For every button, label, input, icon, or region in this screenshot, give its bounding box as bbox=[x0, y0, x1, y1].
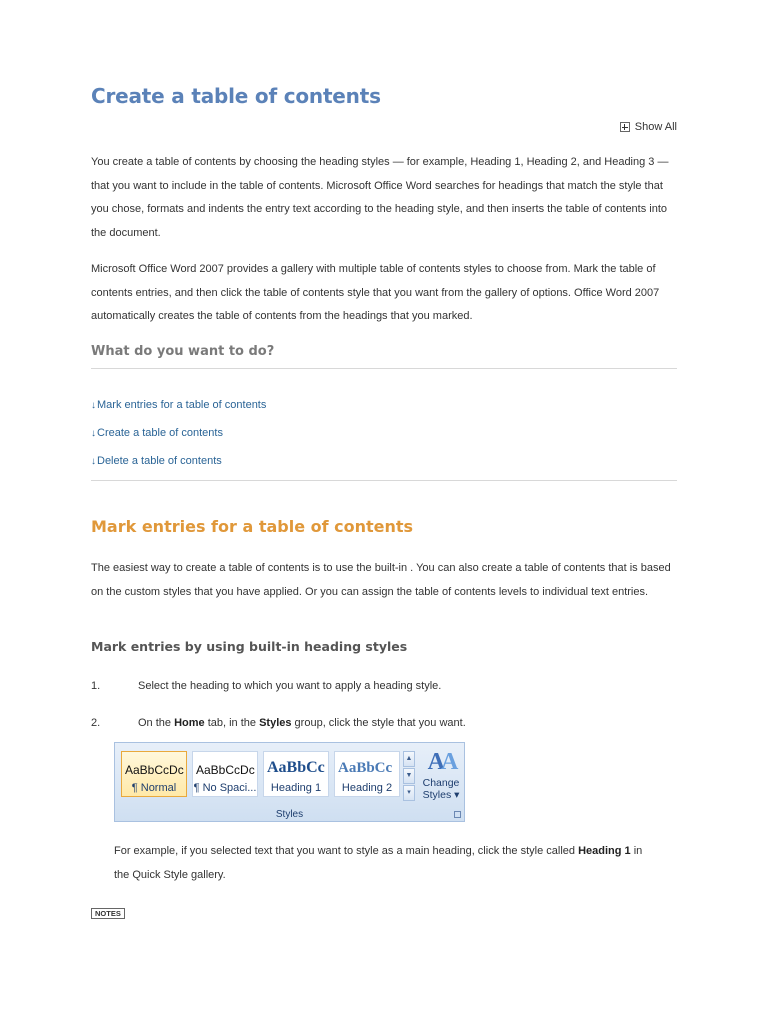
gallery-more-icon[interactable]: ▾ bbox=[403, 785, 415, 801]
scroll-down-icon[interactable]: ▼ bbox=[403, 768, 415, 784]
style-label: ¶ No Spaci... bbox=[193, 782, 257, 794]
style-label: ¶ Normal bbox=[131, 782, 177, 794]
style-label: Heading 2 bbox=[341, 782, 393, 794]
section-title: Mark entries for a table of contents bbox=[91, 517, 414, 536]
style-sample: AaBbCc bbox=[338, 760, 393, 776]
intro-paragraph-2: Microsoft Office Word 2007 provides a gallery with multiple table of contents styles to choose from. Mark the table of contents entries, and then click the table of contents style that you want from the gallery of options. Office Word 2007 automatically creates the table of contents from the headings that you marked. bbox=[91, 263, 660, 322]
change-styles-label-1: Change bbox=[422, 777, 460, 789]
show-all-label: Show All bbox=[634, 121, 677, 133]
intro-paragraph-1: You create a table of contents by choosing the heading styles — for example, Heading 1, Heading 2, and Heading 3 — that you want to include in the table of contents. Microsoft Office Word searches for headings that match the style that you chose, formats and indents the entry text according to the heading style, and then inserts the table of contents into the document. bbox=[91, 156, 669, 239]
step-number: 2. bbox=[91, 717, 101, 729]
down-arrow-icon: ↓ bbox=[91, 455, 96, 467]
jump-link-delete-toc[interactable] bbox=[91, 455, 222, 467]
change-styles-icon: AA bbox=[427, 749, 455, 775]
style-tile-no-spacing[interactable] bbox=[192, 751, 258, 797]
step-1 bbox=[91, 680, 441, 692]
section-paragraph: The easiest way to create a table of contents is to use the built-in . You can also create a table of contents that is based on the custom styles that you have applied. Or you can assign the table of contents levels to individual text entries. bbox=[91, 562, 671, 598]
step-text-part: On the bbox=[138, 717, 175, 729]
step-text-part: tab, in the bbox=[204, 717, 260, 729]
example-text: For example, if you selected text that you want to style as a main heading, click the style called bbox=[114, 845, 579, 857]
jump-link-create-toc[interactable] bbox=[91, 427, 223, 439]
down-arrow-icon: ↓ bbox=[91, 399, 96, 411]
divider bbox=[91, 368, 677, 369]
styles-ribbon-screenshot bbox=[114, 742, 465, 822]
style-sample: AaBbCcDc bbox=[196, 763, 255, 777]
show-all-link[interactable] bbox=[620, 121, 677, 133]
style-tile-heading-2[interactable] bbox=[334, 751, 400, 797]
dialog-launcher-icon[interactable] bbox=[454, 811, 461, 818]
notes-label: NOTES bbox=[91, 908, 125, 919]
step-text-part: group, click the style that you want. bbox=[291, 717, 466, 729]
heading-1-term: Heading 1 bbox=[578, 845, 631, 857]
expand-plus-icon bbox=[620, 122, 630, 132]
jump-link-mark-entries[interactable] bbox=[91, 399, 266, 411]
change-styles-button[interactable] bbox=[420, 747, 462, 801]
style-tile-normal[interactable] bbox=[121, 751, 187, 797]
style-sample: AaBbCc bbox=[267, 759, 325, 776]
example-text: in the Quick Style gallery. bbox=[114, 845, 643, 881]
divider bbox=[91, 480, 677, 481]
page-title: Create a table of contents bbox=[91, 84, 381, 108]
scroll-up-icon[interactable]: ▲ bbox=[403, 751, 415, 767]
step-text: Select the heading to which you want to apply a heading style. bbox=[138, 680, 442, 692]
step-number: 1. bbox=[91, 680, 101, 692]
step-2 bbox=[91, 717, 466, 729]
styles-group-term: Styles bbox=[259, 717, 292, 729]
style-label: Heading 1 bbox=[270, 782, 322, 794]
jump-link-label: Create a table of contents bbox=[97, 427, 223, 439]
jump-link-label: Delete a table of contents bbox=[97, 455, 222, 467]
example-paragraph bbox=[114, 840, 659, 887]
jump-link-label: Mark entries for a table of contents bbox=[97, 399, 267, 411]
change-styles-label-2: Styles ▾ bbox=[422, 789, 460, 801]
what-do-you-want-heading: What do you want to do? bbox=[91, 344, 275, 359]
section-subheading: Mark entries by using built-in heading styles bbox=[91, 639, 408, 654]
gallery-scrollbar[interactable] bbox=[403, 751, 415, 803]
home-tab-term: Home bbox=[174, 717, 205, 729]
style-sample: AaBbCcDc bbox=[125, 763, 184, 777]
down-arrow-icon: ↓ bbox=[91, 427, 96, 439]
style-tile-heading-1[interactable] bbox=[263, 751, 329, 797]
ribbon-group-label: Styles bbox=[275, 809, 304, 820]
